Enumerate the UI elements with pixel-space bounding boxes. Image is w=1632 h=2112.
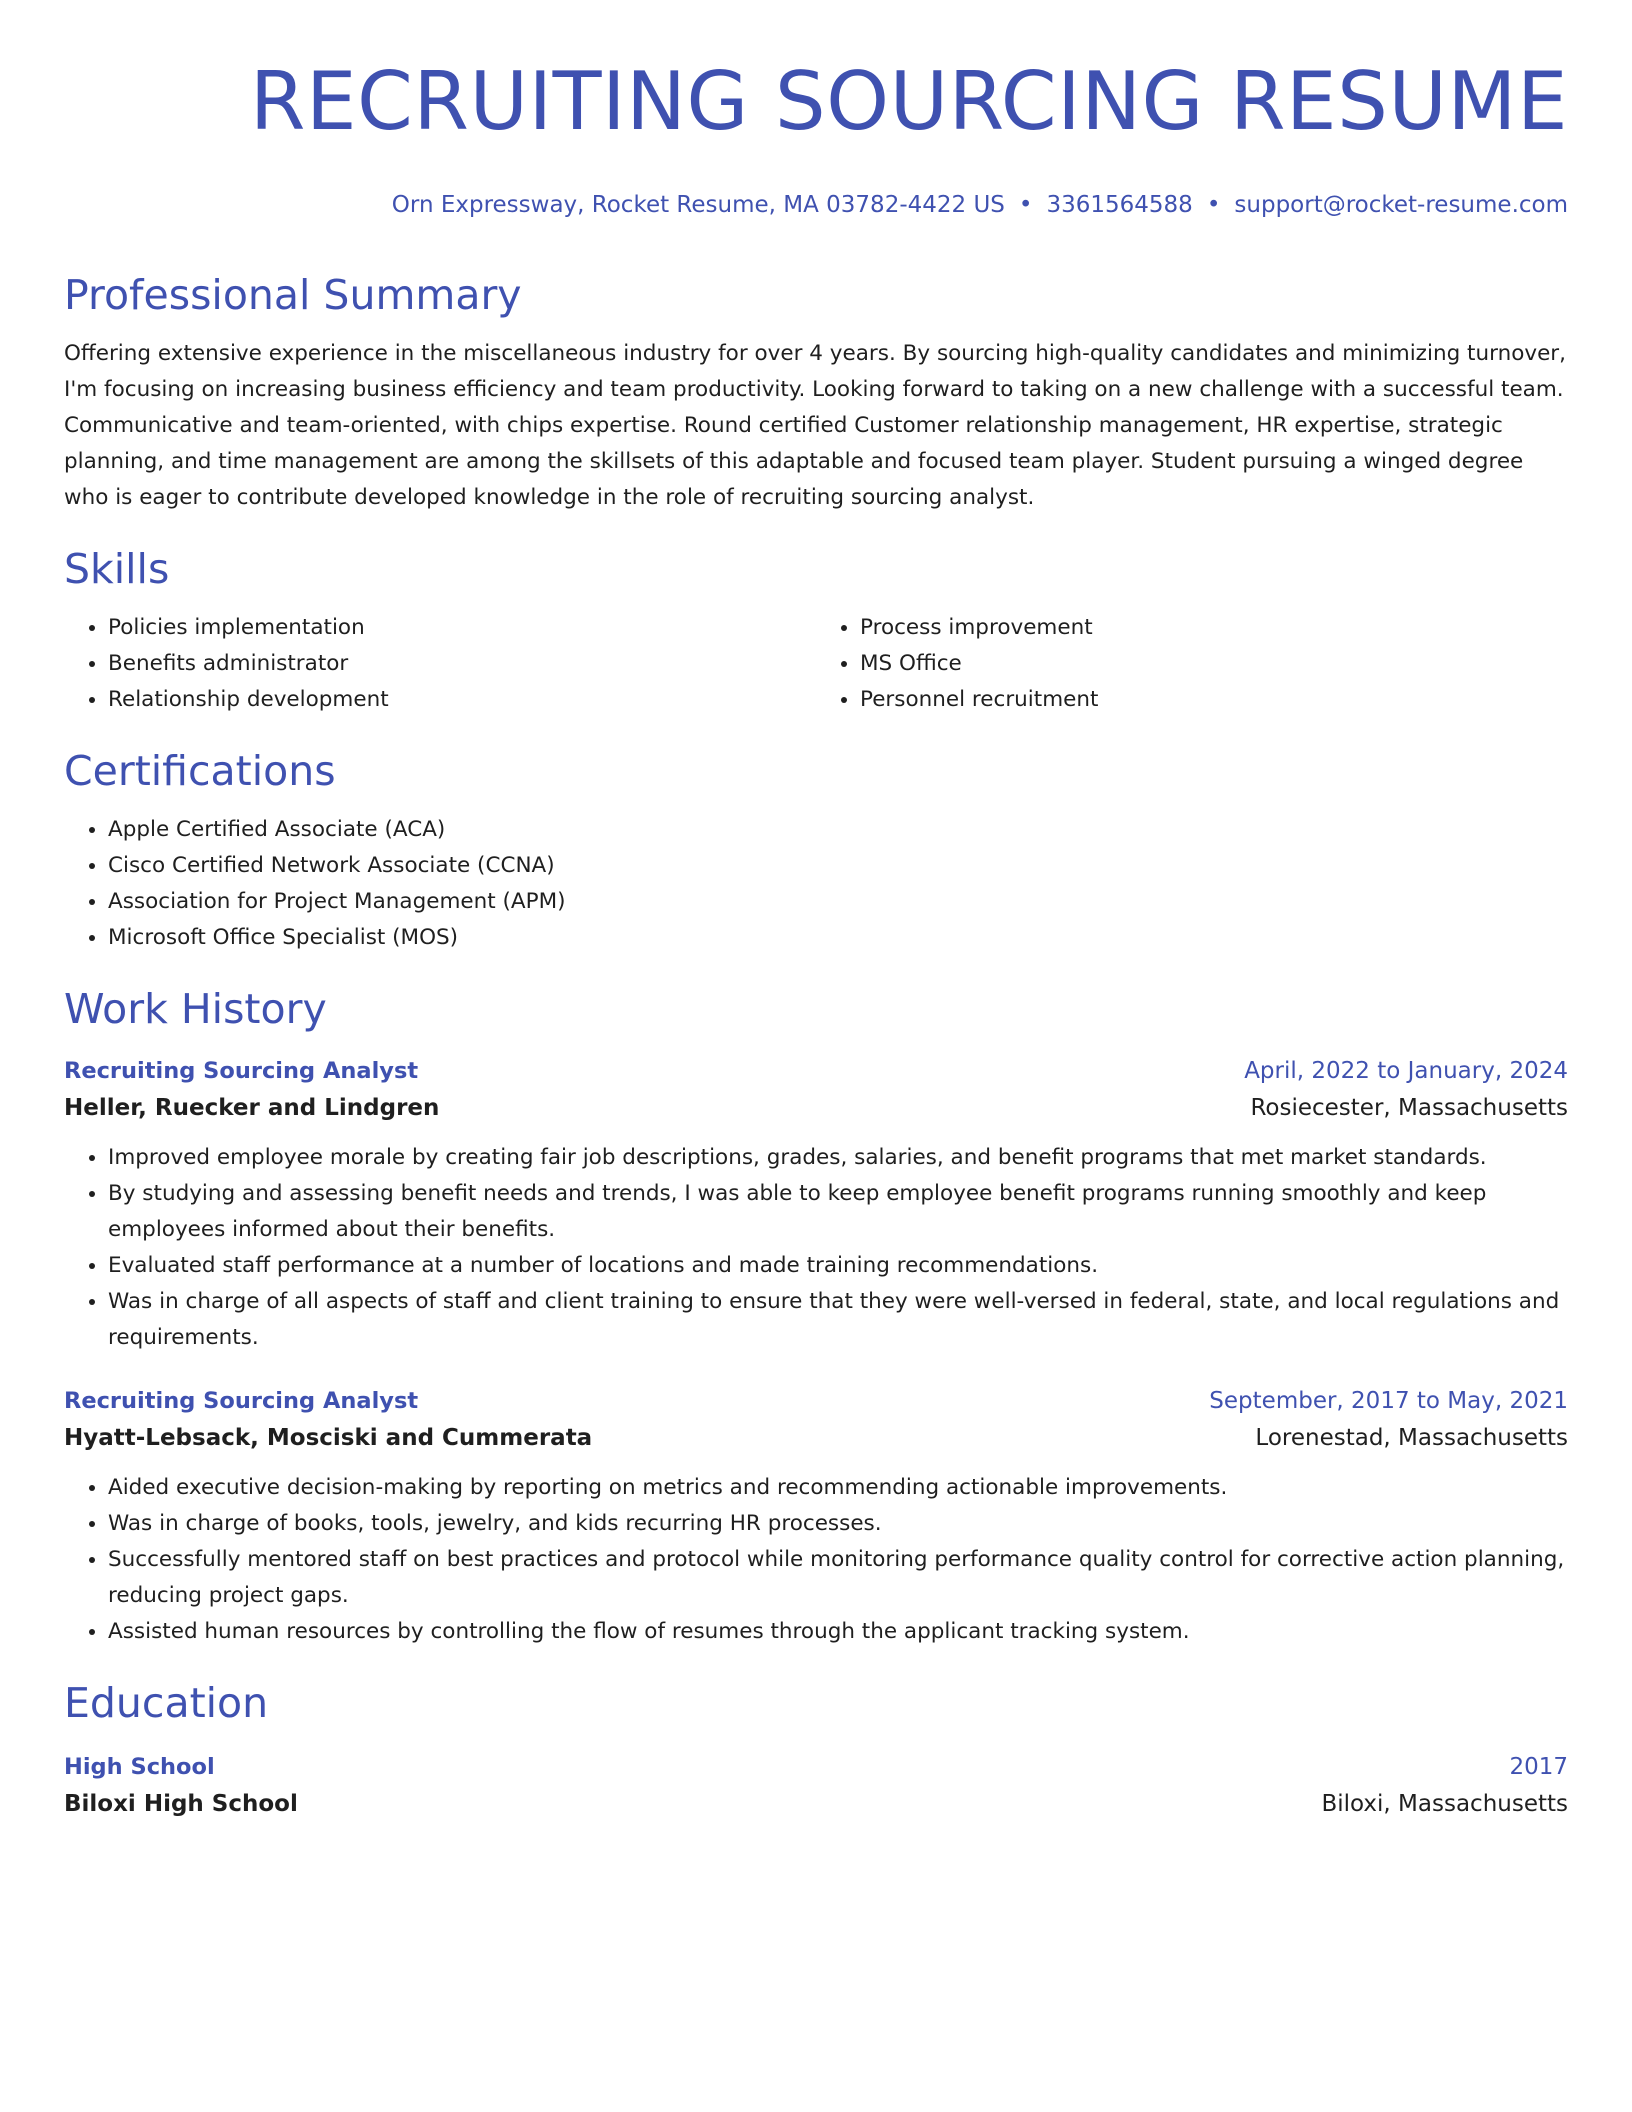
job-bullet: • Improved employee morale by creating fair job descriptions, grades, salaries, and benefit programs that met market standards. — [108, 1140, 1568, 1176]
skills-columns — [64, 610, 1568, 718]
education-school-row — [64, 1784, 1568, 1824]
summary-text: Offering extensive experience in the miscellaneous industry for over 4 years. By sourcing high-quality candidates and minimizing turnover, I'm focusing on increasing business efficiency and team productivity. Looking forward to taking on a new challenge with a successful team. Communicative and team-oriented, with chips expertise. Round certified Customer relationship management, HR expertise, strategic planning, and time management are among the skillsets of this adaptable and focused team player. Student pursuing a winged degree who is eager to contribute developed knowledge in the role of recruiting sourcing analyst. — [64, 341, 1566, 510]
job-bullet: • Aided executive decision-making by reporting on metrics and recommending actionable improvements. — [108, 1470, 1568, 1506]
job-bullet: • Assisted human resources by controlling the flow of resumes through the applicant tracking system. — [108, 1614, 1568, 1650]
education-header-row — [64, 1750, 1568, 1784]
job-title: Recruiting Sourcing Analyst — [64, 1388, 419, 1414]
job-bullet: • Successfully mentored staff on best practices and protocol while monitoring performance quality control for corrective action planning, reducing project gaps. — [108, 1542, 1568, 1614]
job-bullets — [64, 1470, 1568, 1650]
education-degree: High School — [64, 1754, 215, 1780]
job-bullet: • Was in charge of all aspects of staff and client training to ensure that they were well-versed in federal, state, and local regulations and requirements. — [108, 1284, 1568, 1356]
education-year: 2017 — [1509, 1754, 1568, 1780]
job-company: Heller, Ruecker and Lindgren — [64, 1095, 440, 1121]
job-location: Rosiecester, Massachusetts — [1250, 1095, 1568, 1121]
skill-item: • Relationship development — [108, 682, 816, 718]
certification-item: • Microsoft Office Specialist (MOS) — [108, 920, 1568, 956]
job-entry — [64, 1384, 1568, 1650]
contact-address: Orn Expressway, Rocket Resume, MA 03782-4422 US — [391, 192, 1005, 218]
job-location: Lorenestad, Massachusetts — [1255, 1425, 1568, 1451]
skill-item: • MS Office — [860, 646, 1568, 682]
education-heading: Education — [64, 1679, 269, 1727]
skill-item: • Process improvement — [860, 610, 1568, 646]
skill-item: • Benefits administrator — [108, 646, 816, 682]
job-dates: September, 2017 to May, 2021 — [1209, 1388, 1568, 1414]
education-school: Biloxi High School — [64, 1791, 298, 1817]
job-dates: April, 2022 to January, 2024 — [1244, 1058, 1568, 1084]
job-company: Hyatt-Lebsack, Mosciski and Cummerata — [64, 1425, 593, 1451]
contact-email: support@rocket-resume.com — [1234, 192, 1568, 218]
job-entry — [64, 1054, 1568, 1356]
skill-item: • Personnel recruitment — [860, 682, 1568, 718]
certification-item: • Apple Certified Associate (ACA) — [108, 812, 1568, 848]
education-location: Biloxi, Massachusetts — [1321, 1791, 1568, 1817]
certification-item: • Cisco Certified Network Associate (CCNA) — [108, 848, 1568, 884]
contact-separator: • — [1018, 192, 1033, 218]
contact-line — [64, 190, 1568, 220]
job-title: Recruiting Sourcing Analyst — [64, 1058, 419, 1084]
job-company-row — [64, 1088, 1568, 1128]
certification-item: • Association for Project Management (APM) — [108, 884, 1568, 920]
job-company-row — [64, 1418, 1568, 1458]
work-history-heading: Work History — [64, 985, 327, 1033]
skills-left-list — [64, 610, 816, 718]
contact-phone: 3361564588 — [1046, 192, 1193, 218]
summary-heading: Professional Summary — [64, 271, 522, 319]
certifications-list — [64, 812, 1568, 956]
skill-item: • Policies implementation — [108, 610, 816, 646]
job-header-row — [64, 1054, 1568, 1088]
job-bullet: • Was in charge of books, tools, jewelry, and kids recurring HR processes. — [108, 1506, 1568, 1542]
job-bullet: • Evaluated staff performance at a number of locations and made training recommendations. — [108, 1248, 1568, 1284]
skills-heading: Skills — [64, 545, 170, 593]
education-entry — [64, 1750, 1568, 1824]
job-header-row — [64, 1384, 1568, 1418]
certifications-heading: Certifications — [64, 747, 336, 795]
job-bullet: • By studying and assessing benefit needs and trends, I was able to keep employee benefit programs running smoothly and keep employees informed about their benefits. — [108, 1176, 1568, 1248]
resume-title: RECRUITING SOURCING RESUME — [249, 55, 1568, 148]
skills-right-list — [816, 610, 1568, 718]
resume-header — [64, 0, 1568, 220]
job-bullets — [64, 1140, 1568, 1356]
contact-separator: • — [1206, 192, 1221, 218]
